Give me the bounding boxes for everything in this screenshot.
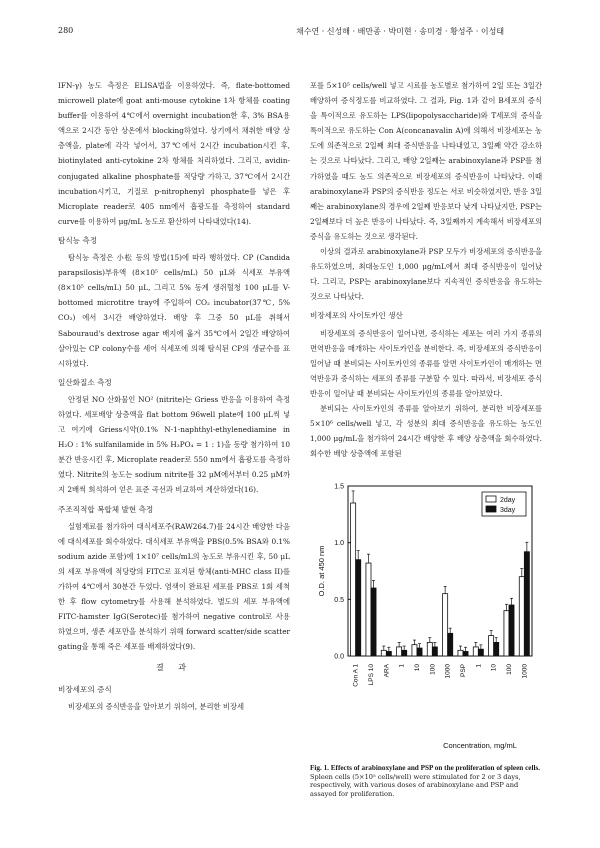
x-tick-label: 1000	[521, 664, 529, 679]
x-tick-label: ARA	[383, 664, 391, 678]
heading-proliferation: 비장세포의 증식	[58, 684, 112, 694]
paragraph-results-2: 이상의 결과로 arabinoxylane과 PSP 모두가 비장세포의 증식반응을 유도하였으며, 최대농도인 1,000 μg/mL에서 최대 증식반응이 일어났다. 그리고, PSP는 arabinoxylane보다 지속적인 증식반응을 유도하는 것으로 나타났다.	[310, 247, 542, 302]
paragraph-phagocytosis: 탐식능 측정은 小松 등의 방법(15)에 따라 행하였다. CP (Candida parapsilosis)부유액 (8×10⁵ cells/mL) 50 μL와 식세포 부유액(8×10⁵ cells/mL) 50 μL, 그리고 5% 동계 생쥐혈청 100 μL를 V-bottomed microtitre tray에 주입하여 CO₂ incubator(37℃, 5% CO₂) 에서 3시간 배양하였다. 배양 후 그중 50 μL를 취해서 Sabouraud's dextrose agar 배지에 옮겨 35℃에서 2일간 배양하여 살아있는 CP colony수를 세어 식세포에 의해 탐식된 CP의 생균수를 표시하였다.	[58, 253, 290, 368]
paragraph-mhc: 실험재료를 첨가하여 대식세포주(RAW264.7)를 24시간 배양한 다음에 대식세포를 회수하였다. 대식세포 부유액을 PBS(0.5% BSA와 0.1% sodium azide 포함)에 1×10⁷ cells/mL의 농도로 부유시킨 후, 50 μL의 세포 부유액에 적당량의 FITC로 표지된 항체(anti-MHC class II)를 가하여 4℃에서 30분간 두었다. 염색이 완료된 세포를 PBS로 1회 세척한 후 flow cytometry를 사용해 분석하였다. 별도의 세포 부유액에 FITC-hamster IgG(Serotec)를 첨가하여 negative control로 사용하였으며, 생존 세포만을 분석하기 위해 forward scatter/side scatter gating을 통해 죽은 세포를 배제하였다(9).	[58, 521, 290, 652]
paragraph-results-1: 포를 5×10⁵ cells/well 넣고 시료를 농도별로 첨가하여 2일 또는 3일간 배양하여 증식정도를 비교하였다. 그 결과, Fig. 1과 같이 B세포의 증식을 특이적으로 유도하는 LPS(lipopolysaccharide)와 T세포의 증식을 특이적으로 유도하는 Con A(concanavalin A)에 의해서 비장세포는 농도에 의존적으로 2일째 최대 증식반응을 나타내었고, 3일째 약간 감소하는 것으로 나타났다. 그리고, 배양 2일째는 arabinoxylane과 PSP를 첨가하였을 때도 농도 의존적으로 비장세포의 증식반응이 나타났다. 이때 arabinoxylane과 PSP의 증식반응 정도는 서로 비슷하였지만, 반응 3일째는 arabinoxylane의 경우에 2일째 반응보다 낮게 나타났지만, PSP는 2일째보다 더 높은 반응이 나타났다. 즉, 3일째까지 계속해서 비장세포의 증식을 유도하는 것으로 생각된다.	[310, 81, 542, 241]
figure-caption	[310, 764, 542, 798]
right-column	[310, 78, 542, 461]
y-tick-label: 0.5	[334, 596, 344, 604]
y-tick-label: 1.5	[334, 483, 344, 491]
bar-2day-5	[427, 642, 432, 656]
heading-phagocytosis: 탐식능 측정	[58, 235, 98, 245]
bar-2day-1	[366, 563, 371, 656]
y-axis-label: O.D. at 450 nm	[317, 545, 326, 597]
x-tick-label: 1	[398, 664, 406, 668]
legend-label-3day: 3day	[500, 507, 516, 514]
figure-caption-body: Spleen cells (5×10⁵ cells/well) were stimulated for 2 or 3 days, respectively, with various doses of arabinoxylane and PSP and assayed for proliferation.	[310, 772, 521, 798]
heading-nitric-oxide: 일산화질소 측정	[58, 377, 112, 387]
bar-3day-6	[448, 633, 453, 656]
results-title: 결 과	[156, 663, 192, 673]
proliferation-chart	[310, 478, 542, 760]
left-column	[58, 78, 290, 714]
figure-caption-title: Fig. 1. Effects of arabinoxylane and PSP on the proliferation of spleen cells.	[310, 764, 541, 772]
paragraph-proliferation: 비장세포의 증식반응을 알아보기 위하여, 분리한 비장세	[68, 701, 245, 711]
legend-swatch-3day	[486, 506, 496, 512]
bar-2day-7	[458, 650, 463, 656]
bar-3day-10	[509, 605, 514, 656]
bar-3day-9	[494, 642, 499, 656]
x-tick-label: 10	[414, 664, 421, 672]
bar-2day-6	[443, 594, 448, 656]
bar-2day-2	[381, 650, 386, 656]
bar-2day-9	[489, 636, 494, 656]
bar-2day-0	[351, 503, 356, 656]
y-tick-label: 0.0	[334, 653, 344, 661]
x-tick-label: 100	[429, 664, 437, 675]
bar-3day-4	[417, 648, 422, 656]
bar-3day-11	[524, 552, 529, 656]
heading-mhc: 주조직적합 복합체 발현 측정	[58, 504, 154, 514]
running-authors: 채수연 · 신성해 · 배만종 · 박미현 · 송미경 · 황성주 · 이성태	[296, 27, 505, 36]
bar-3day-5	[432, 647, 437, 656]
x-axis-label: Concentration, mg/mL	[443, 741, 517, 750]
bar-3day-3	[402, 650, 407, 656]
paragraph-cytokine-1: 비장세포의 증식반응이 일어나면, 증식하는 세포는 여러 가지 종류의 면역반응을 매개하는 사이토카인을 분비한다. 즉, 비장세포의 증식반응이 일어날 때 분비되는 사이토카인의 종류를 알면 사이토카인이 매개하는 면역반응과 증식하는 세포의 종류를 구분할 수 있다. 따라서, 비장세포 증식반응이 일어날 때 분비되는 사이토카인의 종류를 알아보았다.	[310, 328, 542, 398]
x-tick-label: 1000	[444, 664, 452, 679]
x-tick-label: LPS 10	[368, 664, 375, 686]
bar-2day-4	[412, 645, 417, 656]
heading-cytokine: 비장세포의 사이토카인 생산	[310, 311, 403, 321]
legend-label-2day: 2day	[500, 497, 516, 504]
paragraph-cytokine-2: 분비되는 사이토카인의 종류를 알아보기 위하여, 분리한 비장세포를 5×10⁶ cells/well 넣고, 각 성분의 최대 증식반응을 유도하는 농도인 1,000 μg/mL을 첨가하여 24시간 배양한 후 배양 상층액을 회수하였다. 회수한 배양 상층액에 포함된	[310, 403, 542, 459]
bar-3day-0	[356, 560, 361, 656]
x-tick-label: Con A 1	[352, 664, 360, 687]
paragraph-nitric-oxide: 안정된 NO 산화물인 NO² (nitrite)는 Griess 반응을 이용하여 측정하였다. 세포배양 상층액을 flat bottom 96well plate에 100 μL씩 넣고 여기에 Griess시약(0.1% N-1-naphthyl-ethylenediamine in H₂O : 1% sulfanilamide in 5% H₃PO₄ = 1 : 1)을 동량 첨가하여 10분간 반응시킨 후, Microplate reader로 550 nm에서 흡광도를 측정하였다. Nitrite의 농도는 sodium nitrite를 32 μM에서부터 0.25 μM까지 2배씩 희석하여 얻은 표준 곡선과 비교하여 계산하였다(16).	[58, 394, 290, 495]
x-tick-label: 10	[490, 664, 498, 672]
legend-swatch-2day	[486, 496, 496, 502]
bar-3day-8	[478, 649, 483, 656]
paragraph-elisa: IFN-γ) 농도 측정은 ELISA법을 이용하였다. 즉, flate-bottomed microwell plate에 goat anti-mouse cytokine 1차 항체를 coating buffer를 이용하여 4℃에서 overnight incubation한 후, 3% BSA용액으로 2시간 동안 상온에서 blocking하였다. 상기에서 채취한 배양 상층액을, plate에 각각 넣어서, 37℃에서 2시간 incubation시킨 후, biotinylated anti-cytokine 2차 항체를 처리하였다. 그리고, avidin-conjugated alkaline phosphate를 적당량 가하고, 37℃에서 2시간 incubation시키고, 기질로 p-nitrophenyl phosphate를 넣은 후 Microplate reader로 405 nm에서 흡광도를 측정하여 standard curve를 이용하여 μg/mL 농도로 환산하여 나타내었다(14).	[58, 81, 290, 226]
bar-2day-11	[519, 577, 524, 656]
x-tick-label: PSP	[460, 664, 467, 678]
x-tick-label: 1	[475, 664, 483, 668]
bar-3day-7	[463, 651, 468, 656]
y-tick-label: 1.0	[334, 540, 344, 548]
bar-3day-2	[386, 651, 391, 656]
bar-2day-8	[473, 647, 478, 656]
bar-2day-3	[397, 647, 402, 656]
bar-3day-1	[371, 588, 376, 656]
bar-2day-10	[504, 611, 509, 656]
x-tick-label: 100	[506, 664, 513, 675]
page-number: 280	[58, 26, 74, 35]
